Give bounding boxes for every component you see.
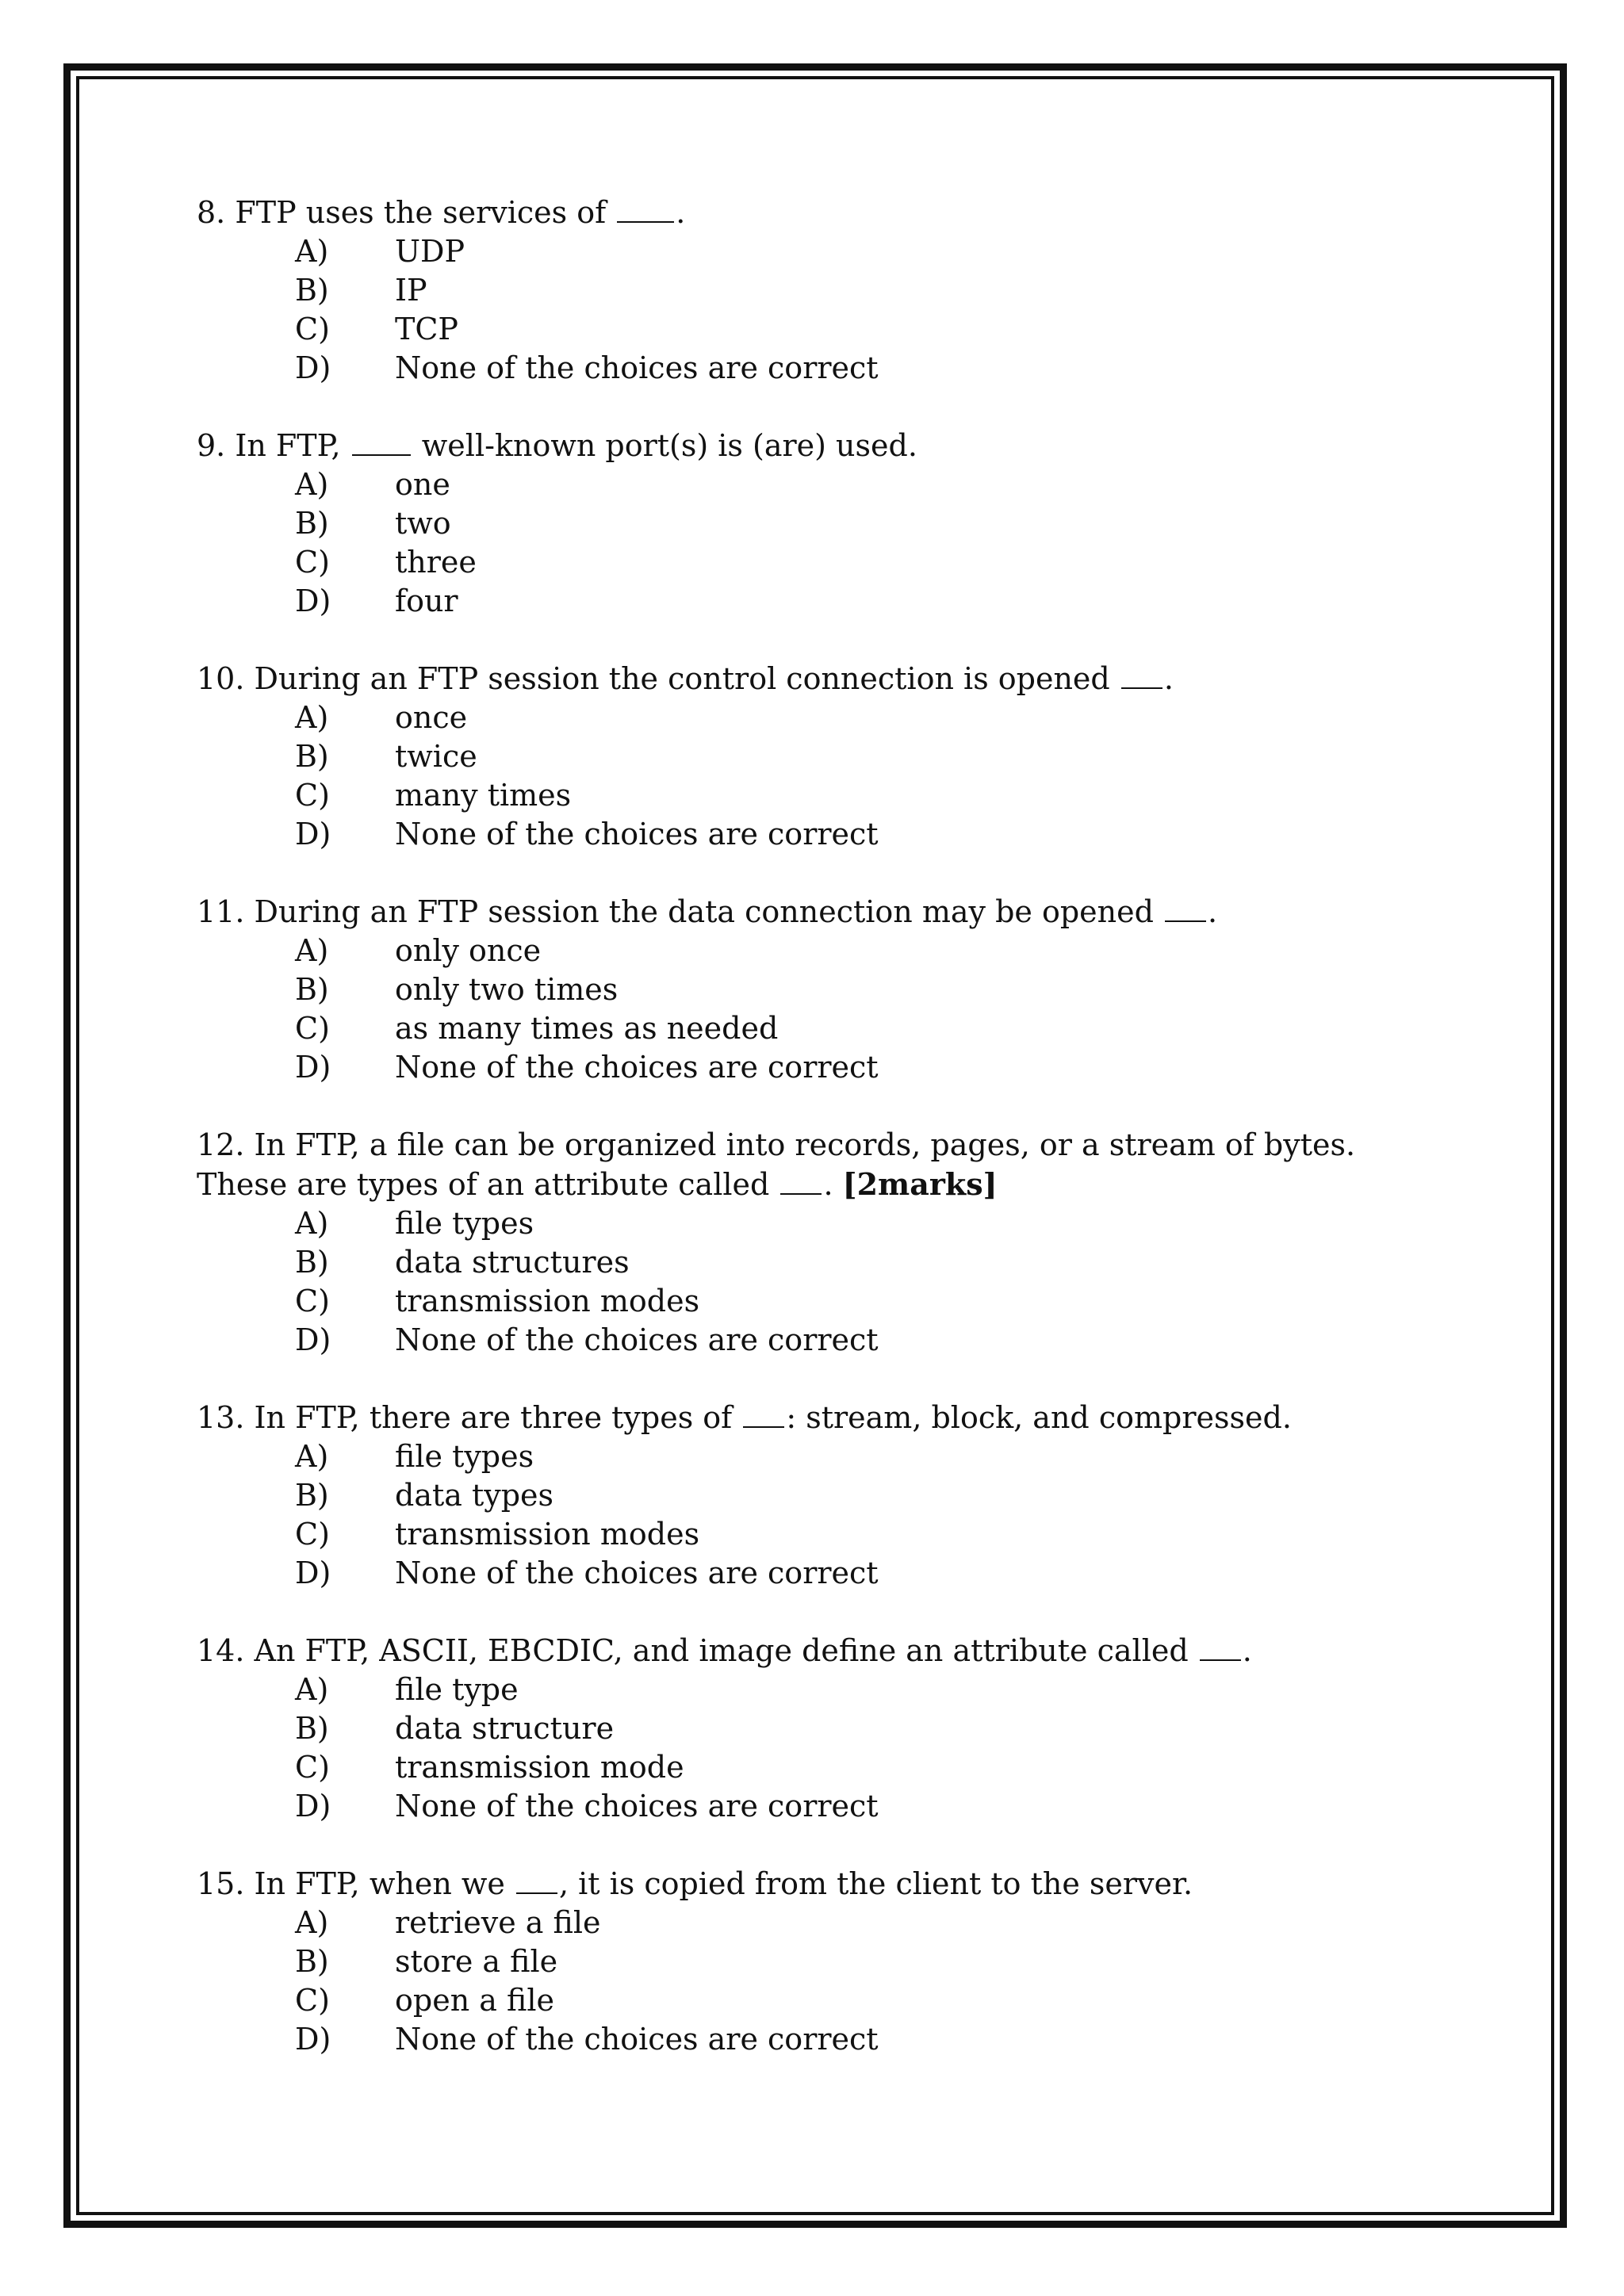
- question-number: 15.: [197, 1866, 245, 1901]
- option-letter: A): [295, 1672, 329, 1707]
- option-text: two: [395, 506, 451, 541]
- answer-blank: [352, 430, 411, 456]
- answer-option: [197, 698, 1402, 737]
- answer-options: [197, 465, 1402, 621]
- option-text: data structure: [395, 1711, 615, 1746]
- answer-option: [197, 1009, 1402, 1048]
- option-letter: C): [295, 1983, 330, 2018]
- answer-option: [197, 1515, 1402, 1554]
- answer-option: [197, 1048, 1402, 1087]
- option-text: None of the choices are correct: [395, 817, 879, 851]
- option-text: three: [395, 545, 477, 580]
- answer-option: [197, 1476, 1402, 1515]
- question-number: 13.: [197, 1400, 245, 1435]
- answer-blank: [617, 197, 674, 223]
- question-text: In FTP,: [235, 428, 341, 463]
- question-number: 10.: [197, 661, 245, 696]
- option-text: None of the choices are correct: [395, 2022, 879, 2057]
- answer-option: [197, 310, 1402, 349]
- option-letter: B): [295, 1245, 329, 1280]
- answer-options: [197, 1437, 1402, 1593]
- option-letter: C): [295, 545, 330, 580]
- option-text: None of the choices are correct: [395, 1322, 879, 1357]
- option-text: retrieve a file: [395, 1905, 601, 1940]
- option-letter: B): [295, 972, 329, 1007]
- option-letter: D): [295, 1556, 331, 1590]
- option-text: file types: [395, 1439, 534, 1474]
- answer-option: [197, 1904, 1402, 1942]
- answer-option: [197, 1787, 1402, 1826]
- option-text: transmission modes: [395, 1517, 700, 1552]
- option-letter: B): [295, 1711, 329, 1746]
- question-text-end: .: [1242, 1633, 1252, 1668]
- option-text: None of the choices are correct: [395, 1050, 879, 1085]
- question-text-end: , it is copied from the client to the server.: [558, 1866, 1193, 1901]
- option-letter: D): [295, 350, 331, 385]
- question-item: [197, 193, 1402, 388]
- question-stem: [197, 1126, 1402, 1204]
- answer-blank: [516, 1869, 557, 1894]
- answer-option: [197, 1243, 1402, 1282]
- answer-option: [197, 1748, 1402, 1787]
- option-text: None of the choices are correct: [395, 1789, 879, 1823]
- answer-option: [197, 543, 1402, 582]
- option-letter: A): [295, 234, 329, 269]
- question-stem: [197, 660, 1402, 698]
- question-stem: [197, 427, 1402, 465]
- option-text: data types: [395, 1478, 554, 1513]
- question-number: 11.: [197, 894, 245, 929]
- answer-options: [197, 1670, 1402, 1826]
- question-number: 14.: [197, 1633, 245, 1668]
- answer-option: [197, 1554, 1402, 1593]
- answer-option: [197, 815, 1402, 854]
- question-item: [197, 893, 1402, 1087]
- option-letter: C): [295, 1750, 330, 1785]
- option-text: None of the choices are correct: [395, 350, 879, 385]
- answer-option: [197, 1670, 1402, 1709]
- answer-option: [197, 1204, 1402, 1243]
- question-item: [197, 1632, 1402, 1826]
- answer-options: [197, 698, 1402, 854]
- option-letter: D): [295, 1322, 331, 1357]
- option-text: twice: [395, 739, 477, 774]
- option-letter: B): [295, 273, 329, 308]
- question-text: In FTP, there are three types of: [254, 1400, 733, 1435]
- option-text: one: [395, 467, 450, 502]
- answer-option: [197, 1709, 1402, 1748]
- option-letter: B): [295, 739, 329, 774]
- answer-option: [197, 271, 1402, 310]
- option-letter: C): [295, 778, 330, 813]
- question-stem: [197, 1865, 1402, 1904]
- question-text: In FTP, when we: [254, 1866, 505, 1901]
- answer-option: [197, 737, 1402, 776]
- answer-option: [197, 1321, 1402, 1360]
- question-text-end: .: [1163, 661, 1174, 696]
- question-text-end: .: [1208, 894, 1218, 929]
- option-letter: C): [295, 312, 330, 346]
- option-letter: A): [295, 1439, 329, 1474]
- option-letter: D): [295, 817, 331, 851]
- option-text: data structures: [395, 1245, 630, 1280]
- option-letter: C): [295, 1517, 330, 1552]
- question-stem: [197, 193, 1402, 232]
- answer-option: [197, 932, 1402, 970]
- option-text: TCP: [395, 312, 458, 346]
- option-text: once: [395, 700, 468, 735]
- option-letter: A): [295, 700, 329, 735]
- option-letter: D): [295, 1789, 331, 1823]
- option-text: transmission mode: [395, 1750, 684, 1785]
- option-text: IP: [395, 273, 427, 308]
- marks-label: [2marks]: [842, 1166, 998, 1202]
- option-letter: A): [295, 933, 329, 968]
- answer-options: [197, 932, 1402, 1087]
- option-letter: B): [295, 1944, 329, 1979]
- option-text: transmission modes: [395, 1284, 700, 1318]
- option-letter: D): [295, 2022, 331, 2057]
- option-text: only once: [395, 933, 542, 968]
- answer-option: [197, 582, 1402, 621]
- answer-option: [197, 465, 1402, 504]
- question-item: [197, 427, 1402, 621]
- option-letter: B): [295, 506, 329, 541]
- question-text: FTP uses the services of: [235, 195, 607, 230]
- answer-option: [197, 1282, 1402, 1321]
- option-letter: C): [295, 1284, 330, 1318]
- option-text: many times: [395, 778, 572, 813]
- answer-option: [197, 349, 1402, 388]
- option-text: as many times as needed: [395, 1011, 779, 1046]
- option-text: UDP: [395, 234, 465, 269]
- answer-option: [197, 232, 1402, 271]
- option-text: open a file: [395, 1983, 554, 2018]
- answer-option: [197, 1437, 1402, 1476]
- question-text: An FTP, ASCII, EBCDIC, and image define an attribute called: [254, 1633, 1189, 1668]
- question-text-end: : stream, block, and compressed.: [786, 1400, 1292, 1435]
- question-number: 9.: [197, 428, 226, 463]
- option-text: file types: [395, 1206, 534, 1241]
- answer-blank: [780, 1169, 822, 1195]
- option-text: only two times: [395, 972, 619, 1007]
- option-letter: B): [295, 1478, 329, 1513]
- question-stem: [197, 893, 1402, 932]
- answer-blank: [1121, 664, 1162, 689]
- answer-blank: [743, 1402, 784, 1428]
- question-text: During an FTP session the control connection is opened: [254, 661, 1110, 696]
- question-text: During an FTP session the data connection may be opened: [254, 894, 1154, 929]
- question-text-end: .: [676, 195, 686, 230]
- answer-option: [197, 970, 1402, 1009]
- answer-option: [197, 1942, 1402, 1981]
- option-letter: D): [295, 1050, 331, 1085]
- answer-option: [197, 504, 1402, 543]
- answer-options: [197, 1204, 1402, 1360]
- question-number: 12.: [197, 1127, 245, 1162]
- question-text-end: well-known port(s) is (are) used.: [421, 428, 917, 463]
- answer-option: [197, 776, 1402, 815]
- option-letter: A): [295, 467, 329, 502]
- question-text: In FTP, a file can be organized into records, pages, or a stream of bytes. These are types of an attribute called: [197, 1127, 1356, 1202]
- answer-options: [197, 1904, 1402, 2059]
- question-item: [197, 1126, 1402, 1360]
- option-text: None of the choices are correct: [395, 1556, 879, 1590]
- answer-options: [197, 232, 1402, 388]
- option-letter: A): [295, 1206, 329, 1241]
- option-text: file type: [395, 1672, 519, 1707]
- question-item: [197, 660, 1402, 854]
- answer-blank: [1200, 1636, 1241, 1661]
- question-item: [197, 1865, 1402, 2059]
- option-letter: C): [295, 1011, 330, 1046]
- question-list: [197, 193, 1402, 2098]
- option-letter: A): [295, 1905, 329, 1940]
- answer-option: [197, 1981, 1402, 2020]
- question-item: [197, 1399, 1402, 1593]
- question-stem: [197, 1632, 1402, 1670]
- answer-blank: [1165, 897, 1206, 922]
- question-stem: [197, 1399, 1402, 1437]
- question-number: 8.: [197, 195, 226, 230]
- option-letter: D): [295, 584, 331, 618]
- answer-option: [197, 2020, 1402, 2059]
- question-text-end: .: [823, 1167, 833, 1202]
- option-text: four: [395, 584, 458, 618]
- option-text: store a file: [395, 1944, 558, 1979]
